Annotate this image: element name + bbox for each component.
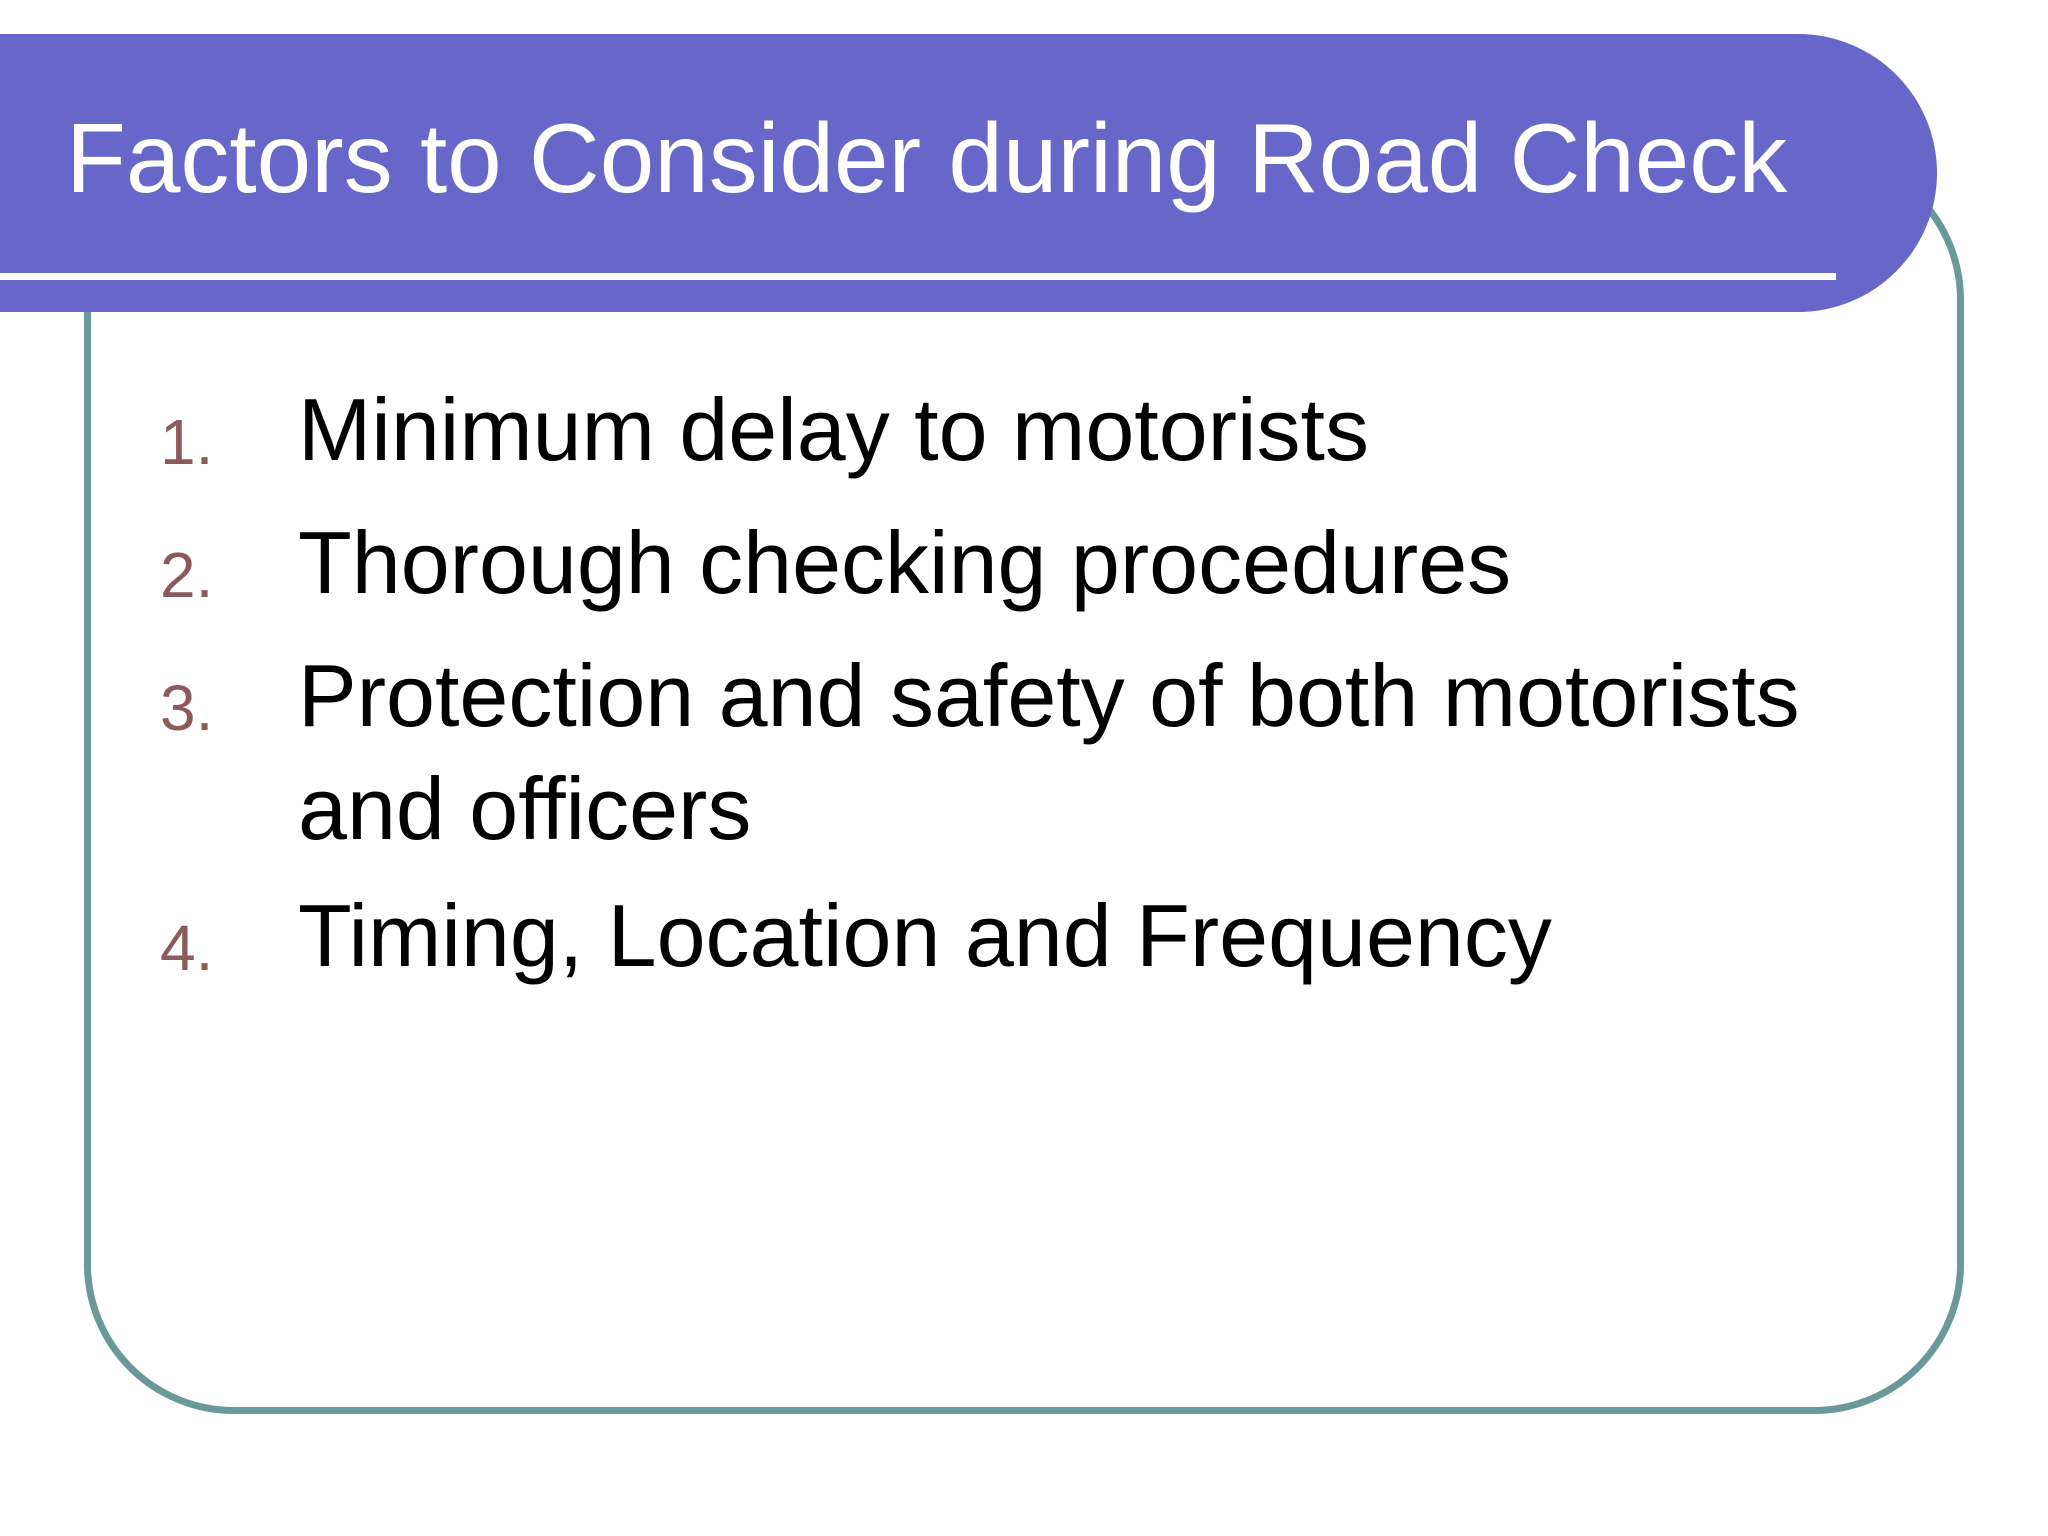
list-item-number: 3. bbox=[160, 672, 214, 744]
list-item-text: Protection and safety of both motorists bbox=[298, 646, 1800, 745]
title-underline bbox=[0, 273, 1836, 280]
list-item-number: 1. bbox=[160, 406, 214, 478]
list-item-text-continuation: and officers bbox=[298, 759, 752, 858]
list-item-number: 4. bbox=[160, 912, 214, 984]
list-item-text: Minimum delay to motorists bbox=[298, 380, 1369, 479]
list-item-text: Timing, Location and Frequency bbox=[298, 886, 1552, 985]
slide-title: Factors to Consider during Road Check bbox=[66, 103, 1788, 213]
list-item-text: Thorough checking procedures bbox=[298, 513, 1512, 612]
list-item-number: 2. bbox=[160, 539, 214, 611]
